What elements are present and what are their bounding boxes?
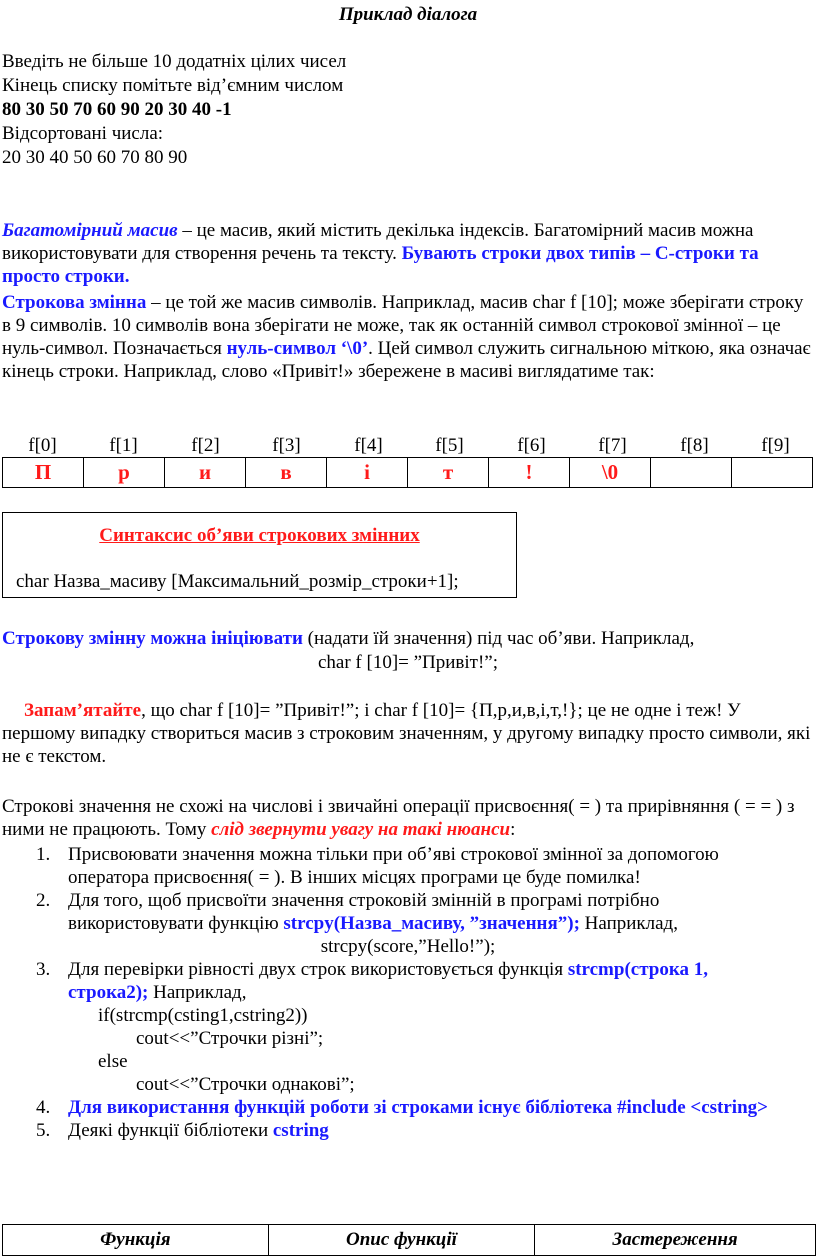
dialog-output: 20 30 40 50 60 70 80 90 [2,147,188,168]
term-string-variable: Строкова змінна [2,292,147,313]
syntax-box [2,512,517,598]
dialog-line-1: Введіть не більше 10 додатніх цілих чисел [2,51,347,72]
table-header-description: Опис функції [268,1225,535,1256]
string-types-note: Бувають строки двох типів – С-строки та просто строки. [2,243,759,287]
paragraph-string-variable: Строкова змінна – це той же масив символів. Наприклад, масив char f [10]; може зберігати строку в 9 символів. 10 символів вона зберігати не може, так як останній символ строкової змінної – це нуль-символ. Позначається нуль-символ ‘\0’. Цей символ служить сигнальною міткою, яка означає кінець строки. Наприклад, слово «Привіт!» збережене в масиві виглядатиме так: [2,292,811,382]
array-index: f[3] [272,435,301,456]
init-paragraph: Строкову змінну можна ініціювати (надати їй значення) під час об’яви. Наприклад, [2,628,695,649]
warning-note: слід звернути увагу на такі нюанси [211,819,511,840]
code-line: else [98,1051,128,1072]
term-multidim-array: Багатомірний масив [2,220,178,241]
array-index: f[8] [680,435,709,456]
array-cell: \0 [570,458,651,488]
array-cells-table [2,457,813,488]
array-index: f[7] [598,435,627,456]
array-cell: ! [489,458,570,488]
code-line: if(strcmp(csting1,cstring2)) [98,1005,308,1026]
list-item: 1. Присвоювати значення можна тільки при об’яві строкової змінної за допомогою оператора присвоєння( = ). В інших місцях програми це буде помилка! [36,844,719,888]
init-example: char f [10]= ”Привіт!”; [317,652,499,673]
cstring-include-note: Для використання функцій роботи зі строками існує бібліотека #include <cstring> [68,1097,768,1118]
strcpy-example: strcpy(score,”Hello!”); [320,936,496,957]
notes-list [0,843,816,1142]
array-index-row [2,434,816,458]
array-index: f[9] [761,435,790,456]
array-index: f[6] [517,435,546,456]
page-title: Приклад діалога [338,4,478,25]
list-item: 4. Для використання функцій роботи зі строками існує бібліотека #include <cstring> [36,1097,768,1118]
array-cell: і [327,458,408,488]
array-cell: П [3,458,84,488]
array-index: f[4] [354,435,383,456]
array-cell: и [165,458,246,488]
array-index: f[5] [435,435,464,456]
code-line: cout<<”Строчки однакові”; [136,1074,355,1095]
cstring-library-name: cstring [272,1120,329,1141]
remember-term: Запам’ятайте [24,700,142,721]
dialog-line-3: Відсортовані числа: [2,123,164,144]
array-cell: р [84,458,165,488]
list-item: 5. Деякі функції бібліотеки cstring [36,1120,329,1141]
strcpy-syntax: strcpy(Назва_масиву, ”значення”); [283,913,580,934]
array-index: f[1] [109,435,138,456]
dialog-input: 80 30 50 70 60 90 20 30 40 -1 [2,99,232,120]
syntax-code: char Назва_масиву [Максимальний_розмір_строки+1]; [16,571,459,592]
array-cell [651,458,732,488]
table-header-function: Функція [3,1225,269,1256]
paragraph-multidim-array: Багатомірний масив – це масив, який містить декілька індексів. Багатомірний масив можна використовувати для створення речень та тексту. Бувають строки двох типів – С-строки та просто строки. [2,220,759,287]
null-char-note: нуль-символ ‘\0’ [226,338,369,359]
array-index: f[0] [28,435,57,456]
array-cell [732,458,813,488]
dialog-line-2: Кінець списку помітьте від’ємним числом [2,75,344,96]
table-header-caveats: Застереження [535,1225,816,1256]
init-term: Строкову змінну можна ініціювати [2,628,303,649]
functions-table [2,1224,816,1256]
code-line: cout<<”Строчки різні”; [136,1028,324,1049]
array-cell: т [408,458,489,488]
array-cell: в [246,458,327,488]
syntax-title: Синтаксис об’яви строкових змінних [99,525,420,546]
remember-paragraph: Запам’ятайте, що char f [10]= ”Привіт!”; і char f [10]= {П,р,и,в,і,т,!}; це не одне і теж! У першому випадку створиться масив з строковим значенням, у другому випадку просто символи, які не є текстом. [2,700,811,767]
list-item: 2. Для того, щоб присвоїти значення строковій змінній в програмі потрібно використовувати функцію strcpy(Назва_масиву, ”значення”); Наприклад, strcpy(score,”Hello!”); [0,889,788,958]
strcmp-syntax: strcmp(строка 1, строка2); [68,959,709,1003]
list-item: 3. Для перевірки рівності двух строк використовується функція strcmp(строка 1, строка2); Наприклад, if(strcmp(csting1,cstring2)) cout<<”Строчки різні”; else cout<<”Строчки однакові”; [0,958,788,1096]
operations-paragraph: Строкові значення не схожі на числові і звичайні операції присвоєння( = ) та прирівняння ( = = ) з ними не працюють. Тому слід звернути увагу на такі нюанси: [2,796,795,840]
array-index: f[2] [191,435,220,456]
